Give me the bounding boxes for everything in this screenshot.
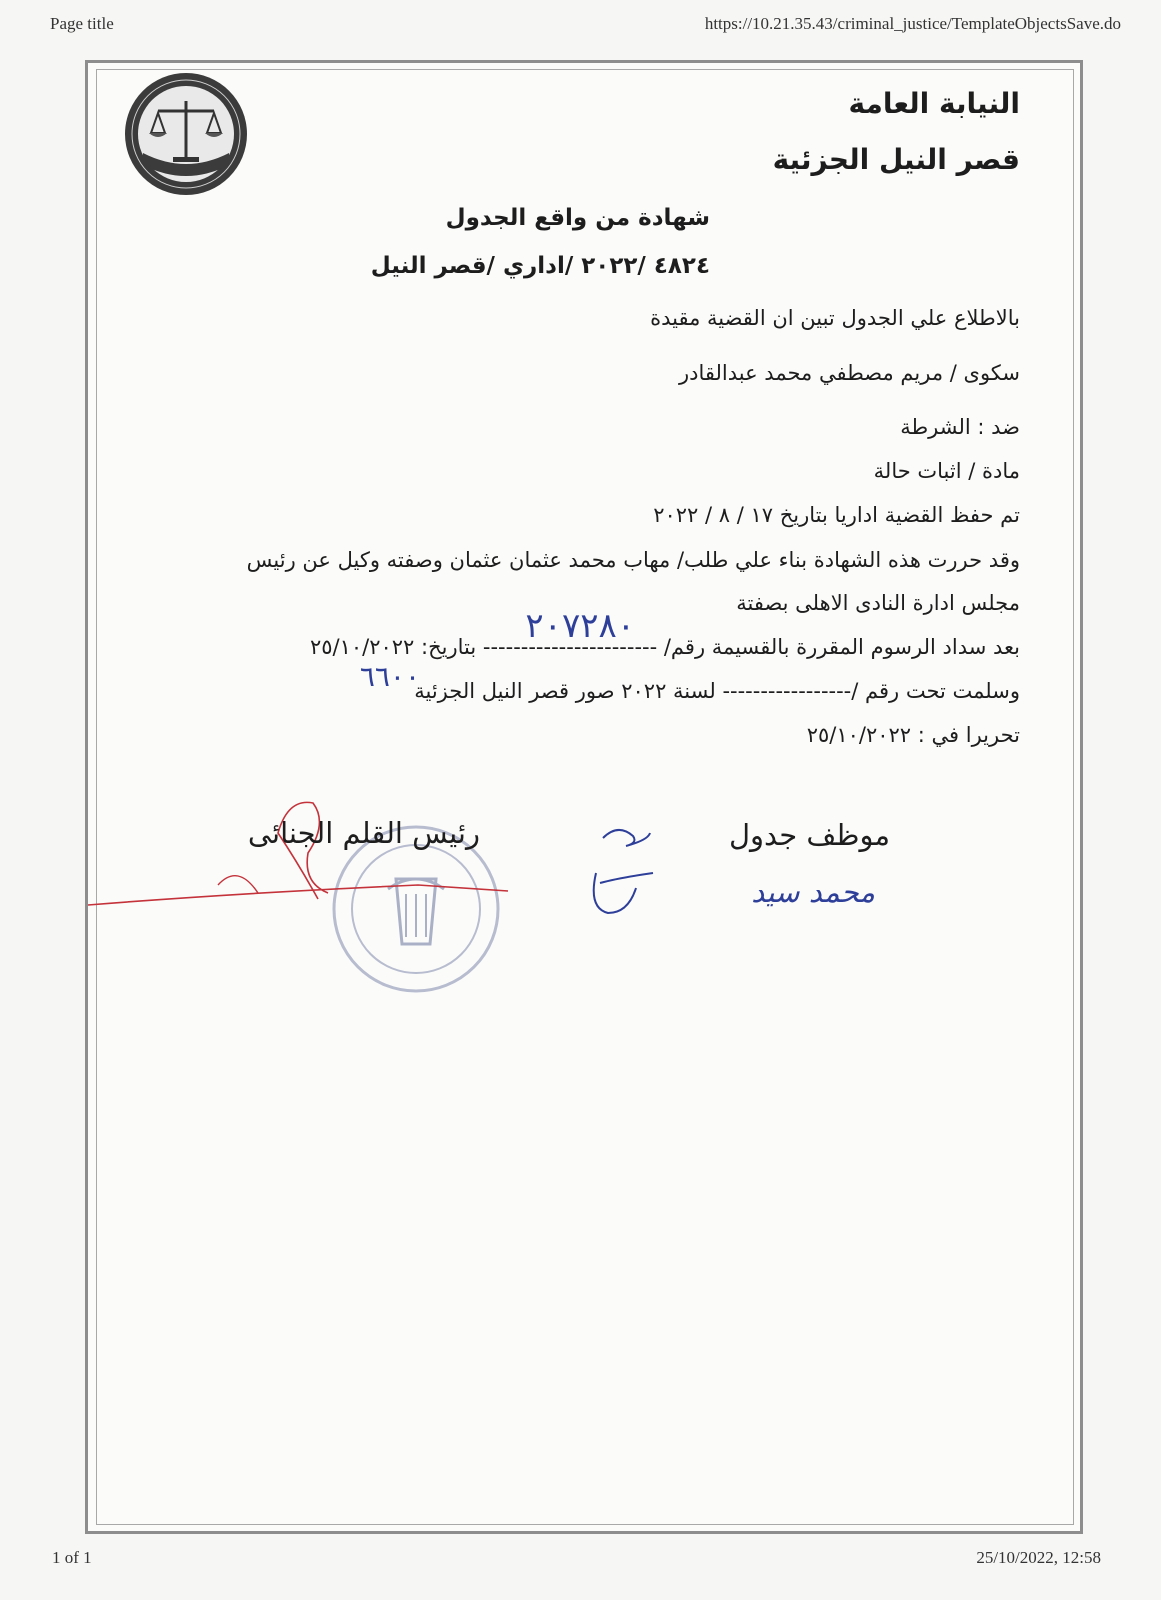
fees-receipt-number: ٢٠٧٢٨٠ xyxy=(525,606,635,646)
case-reference: ٤٨٢٤ /٢٠٢٢ /اداري /قصر النيل xyxy=(370,253,710,279)
line-issued-1: وقد حررت هذه الشهادة بناء علي طلب/ مهاب محمد عثمان عثمان وصفته وكيل عن رئيس xyxy=(246,548,1020,572)
red-signature-mark xyxy=(88,793,548,923)
clerk-title: موظف جدول xyxy=(728,818,890,852)
line-fees: بعد سداد الرسوم المقررة بالقسيمة رقم/ ----------------------- بتاريخ: ٢٥/١٠/٢٠٢٢ xyxy=(309,635,1020,659)
line-archived: تم حفظ القضية اداريا بتاريخ ١٧ / ٨ / ٢٠٢٢ xyxy=(653,503,1020,527)
document-frame xyxy=(85,60,1083,1534)
line-subject: مادة / اثبات حالة xyxy=(873,459,1020,483)
certificate-title: شهادة من واقع الجدول xyxy=(445,205,710,231)
office-heading: قصر النيل الجزئية xyxy=(772,143,1020,176)
line-intro: بالاطلاع علي الجدول تبين ان القضية مقيدة xyxy=(650,306,1020,330)
clerk-name: محمد سيد xyxy=(751,875,875,909)
head-of-criminal-registry-title: رئيس القلم الجنائى xyxy=(247,816,480,850)
line-dated: تحريرا في : ٢٥/١٠/٢٠٢٢ xyxy=(806,723,1020,747)
print-timestamp: 25/10/2022, 12:58 xyxy=(976,1548,1101,1567)
authority-heading: النيابة العامة xyxy=(848,87,1020,120)
print-url: https://10.21.35.43/criminal_justice/TemplateObjectsSave.do xyxy=(704,14,1121,33)
clerk-signature xyxy=(578,818,668,928)
delivered-number: ٦٦٠٠ xyxy=(359,660,420,693)
prosecution-logo xyxy=(123,71,249,197)
page-count: 1 of 1 xyxy=(52,1548,92,1567)
print-page-title: Page title xyxy=(50,14,114,33)
line-complaint: سكوى / مريم مصطفي محمد عبدالقادر xyxy=(678,361,1020,385)
line-issued-2: مجلس ادارة النادى الاهلى بصفتة xyxy=(736,591,1020,615)
line-against: ضد : الشرطة xyxy=(900,415,1020,439)
line-delivered: وسلمت تحت رقم /----------------- لسنة ٢٠٢٢ صور قصر النيل الجزئية xyxy=(414,679,1020,703)
